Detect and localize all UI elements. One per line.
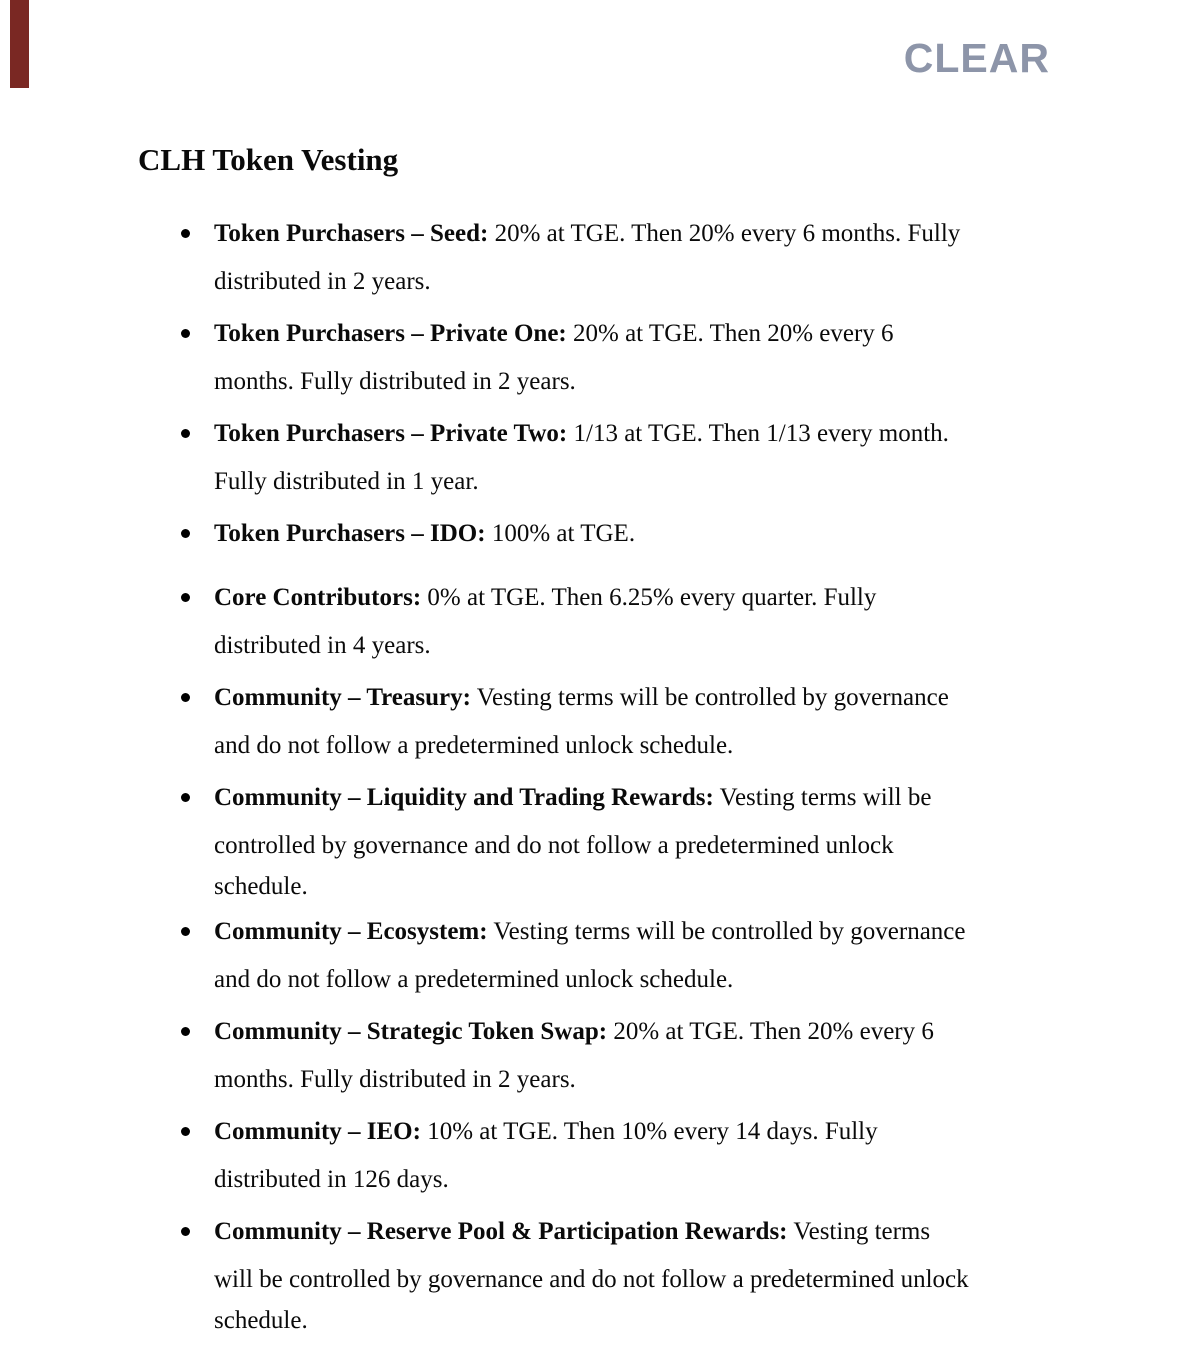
bullet-icon: [181, 927, 190, 936]
list-item-line: months. Fully distributed in 2 years.: [214, 1066, 576, 1093]
list-item-seed: [180, 210, 1170, 306]
clear-logo: CLEAR: [903, 35, 1050, 81]
item-text: 0% at TGE. Then 6.25% every quarter. Fully: [421, 584, 877, 611]
list-item-line: controlled by governance and do not follow a predetermined unlock: [214, 832, 894, 859]
list-item-line: Fully distributed in 1 year.: [214, 468, 479, 495]
list-item-line: [214, 774, 1170, 822]
list-item-line: distributed in 2 years.: [214, 268, 431, 295]
item-text: 20% at TGE. Then 20% every 6 months. Fully: [488, 220, 961, 247]
list-item-line: will be controlled by governance and do not follow a predetermined unlock: [214, 1266, 969, 1293]
item-label: Community – Strategic Token Swap:: [214, 1018, 608, 1045]
item-label: Community – Reserve Pool & Participation Rewards:: [214, 1218, 788, 1245]
item-text: Vesting terms: [787, 1218, 931, 1245]
bullet-icon: [181, 329, 190, 338]
list-item-reserve-pool-participation-rewards: [180, 1208, 1170, 1338]
list-item-line: [214, 574, 1170, 622]
item-text: 1/13 at TGE. Then 1/13 every month.: [567, 420, 949, 447]
item-label: Community – IEO:: [214, 1118, 421, 1145]
list-item-line: [214, 310, 1170, 358]
list-item-line: distributed in 4 years.: [214, 632, 431, 659]
item-label: Community – Ecosystem:: [214, 918, 488, 945]
bullet-icon: [181, 1127, 190, 1136]
bullet-icon: [181, 229, 190, 238]
list-item-line: schedule.: [214, 873, 308, 900]
item-text: Vesting terms will be: [713, 784, 932, 811]
bullet-icon: [181, 1027, 190, 1036]
bullet-icon: [181, 1227, 190, 1236]
bullet-icon: [181, 593, 190, 602]
list-item-line: and do not follow a predetermined unlock schedule.: [214, 732, 734, 759]
list-item-liquidity-trading-rewards: [180, 774, 1170, 904]
bullet-icon: [181, 793, 190, 802]
list-item-line: and do not follow a predetermined unlock schedule.: [214, 966, 734, 993]
item-text: 20% at TGE. Then 20% every 6: [566, 320, 894, 347]
list-item-line: [214, 1208, 1170, 1256]
item-label: Token Purchasers – IDO:: [214, 520, 486, 547]
list-item-line: [214, 1008, 1170, 1056]
item-label: Core Contributors:: [214, 584, 422, 611]
list-item-private-two: [180, 410, 1170, 506]
item-label: Community – Treasury:: [214, 684, 471, 711]
item-text: Vesting terms will be controlled by governance: [470, 684, 949, 711]
item-label: Token Purchasers – Seed:: [214, 220, 489, 247]
list-item-line: distributed in 126 days.: [214, 1166, 449, 1193]
list-item-line: [214, 674, 1170, 722]
item-text: 100% at TGE.: [485, 520, 636, 547]
list-item-line: [214, 210, 1170, 258]
list-item-ecosystem: [180, 908, 1170, 1004]
vesting-list: [180, 210, 1170, 1342]
page-edge-marker: [10, 0, 29, 88]
list-item-line: [214, 908, 1170, 956]
bullet-icon: [181, 429, 190, 438]
item-text: Vesting terms will be controlled by governance: [487, 918, 966, 945]
list-item-line: months. Fully distributed in 2 years.: [214, 368, 576, 395]
item-text: 20% at TGE. Then 20% every 6: [607, 1018, 934, 1045]
list-item-ido: [180, 510, 1170, 558]
page-title: CLH Token Vesting: [138, 141, 399, 177]
bullet-icon: [181, 529, 190, 538]
list-item-treasury: [180, 674, 1170, 770]
item-label: Token Purchasers – Private One:: [214, 320, 567, 347]
list-item-line: [214, 510, 1170, 558]
list-item-line: [214, 1108, 1170, 1156]
list-item-line: schedule.: [214, 1307, 308, 1334]
list-item-ieo: [180, 1108, 1170, 1204]
bullet-icon: [181, 693, 190, 702]
list-item-strategic-token-swap: [180, 1008, 1170, 1104]
list-item-core-contributors: [180, 574, 1170, 670]
item-label: Community – Liquidity and Trading Rewards:: [214, 784, 714, 811]
list-item-private-one: [180, 310, 1170, 406]
list-item-line: [214, 410, 1170, 458]
item-label: Token Purchasers – Private Two:: [214, 420, 568, 447]
item-text: 10% at TGE. Then 10% every 14 days. Fully: [420, 1118, 878, 1145]
